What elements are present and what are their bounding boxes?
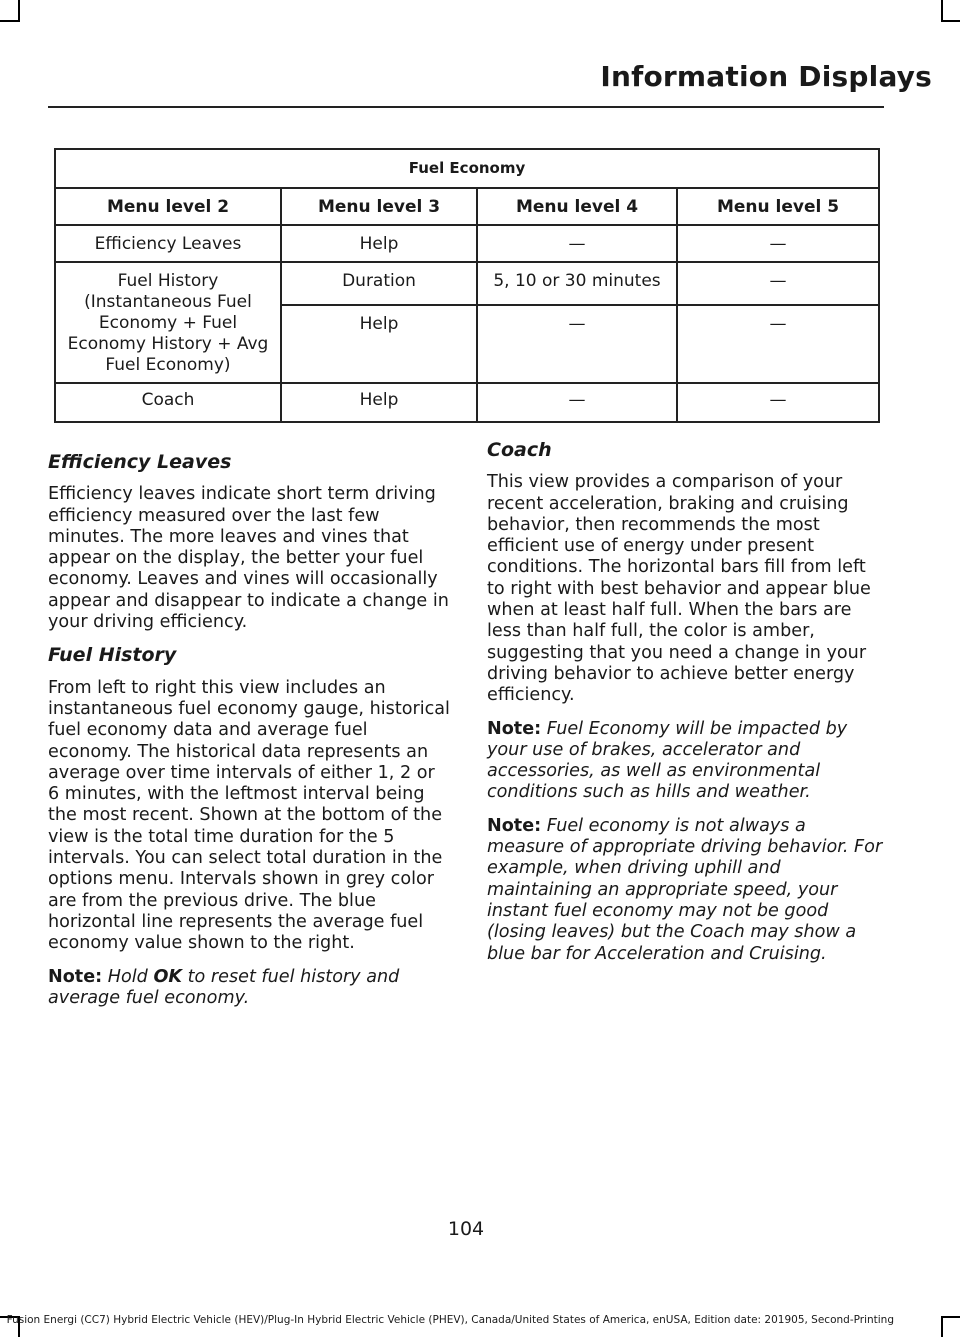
page-number: 104 (447, 1218, 485, 1240)
footer-text: Fusion Energi (CC7) Hybrid Electric Vehicle (HEV)/Plug-In Hybrid Electric Vehicle (PHEV), Canada/United States of America, enUSA, Edition date: 201905, Second-Printing (6, 1314, 894, 1326)
fuel-history-text: From left to right this view includes an instantaneous fuel economy gauge, historical fuel economy data and average fuel economy. The historical data represents an average over time intervals of either 1, 2 or 6 minutes, with the leftmost interval being the most recent. Shown at the bottom of the view is the total time duration for the 5 intervals. You can select total duration in the options menu. Intervals shown in grey color are from the previous drive. The blue horizontal line represents the average fuel economy value shown to the right. (48, 677, 450, 954)
table-cell: — (677, 225, 879, 262)
crop-mark (0, 20, 20, 22)
note-text: to reset fuel history and average fuel economy. (48, 966, 400, 1008)
fuel-economy-table (54, 148, 880, 423)
table-cell: — (677, 262, 879, 305)
table-cell: — (477, 383, 677, 422)
column-header: Menu level 4 (477, 188, 677, 225)
table-cell: Help (281, 305, 477, 383)
note-label: Note: (487, 718, 542, 739)
column-header: Menu level 3 (281, 188, 477, 225)
crop-mark (18, 0, 20, 22)
efficiency-leaves-heading: Efficiency Leaves (48, 451, 232, 473)
column-header: Menu level 2 (55, 188, 281, 225)
note-label: Note: (48, 966, 103, 987)
table-cell: Duration (281, 262, 477, 305)
column-header: Menu level 5 (677, 188, 879, 225)
ok-button-label: OK (153, 966, 183, 987)
table-cell: — (677, 383, 879, 422)
note-label: Note: (487, 815, 542, 836)
coach-heading: Coach (487, 439, 552, 461)
fuel-history-heading: Fuel History (48, 644, 177, 667)
right-column (487, 440, 883, 977)
crop-mark (941, 1316, 960, 1318)
crop-mark (941, 20, 960, 22)
coach-note-1 (487, 719, 883, 804)
page-title: Information Displays (600, 60, 932, 93)
table-cell: Efficiency Leaves (55, 225, 281, 262)
efficiency-leaves-text: Efficiency leaves indicate short term driving efficiency measured over the last few minutes. The more leaves and vines that appear on the display, the better your fuel economy. Leaves and vines will occasionally appear and disappear to indicate a change in your driving efficiency. (48, 484, 449, 633)
table-title-row (55, 149, 879, 188)
coach-text: This view provides a comparison of your recent acceleration, braking and cruising behavior, then recommends the most efficient use of energy under present conditions. The horizontal bars fill from left to right with best behavior and appear blue when at least half full. When the bars are less than half full, the color is amber, suggesting that you need a change in your driving behavior to achieve better energy efficiency. (487, 472, 871, 706)
table-row (55, 225, 879, 262)
left-column (48, 452, 450, 1021)
note-text: Hold (107, 966, 148, 987)
table-cell: Help (281, 383, 477, 422)
table-cell: — (477, 225, 677, 262)
table-cell: Coach (55, 383, 281, 422)
crop-mark (941, 0, 943, 22)
table-cell: 5, 10 or 30 minutes (477, 262, 677, 305)
crop-mark (941, 1316, 943, 1337)
table-cell: — (477, 305, 677, 383)
note-text: Fuel economy is not always a measure of appropriate driving behavior. For example, when driving uphill and maintaining an appropriate speed, your instant fuel economy may not be good (losing leaves) but the Coach may show a blue bar for Acceleration and Cruising. (487, 815, 883, 964)
table-row (55, 383, 879, 422)
table-cell: Help (281, 225, 477, 262)
table-header-row (55, 188, 879, 225)
coach-note-2 (487, 816, 883, 965)
table-cell: Fuel History (Instantaneous Fuel Economy + Fuel Economy History + Avg Fuel Economy) (55, 262, 281, 383)
table-row (55, 262, 879, 305)
note-text: Fuel Economy will be impacted by your use of brakes, accelerator and accessories, as well as environmental conditions such as hills and weather. (487, 718, 848, 803)
header-divider (48, 106, 884, 108)
table-cell: — (677, 305, 879, 383)
fuel-history-note (48, 967, 450, 1010)
table-title: Fuel Economy (55, 149, 879, 188)
